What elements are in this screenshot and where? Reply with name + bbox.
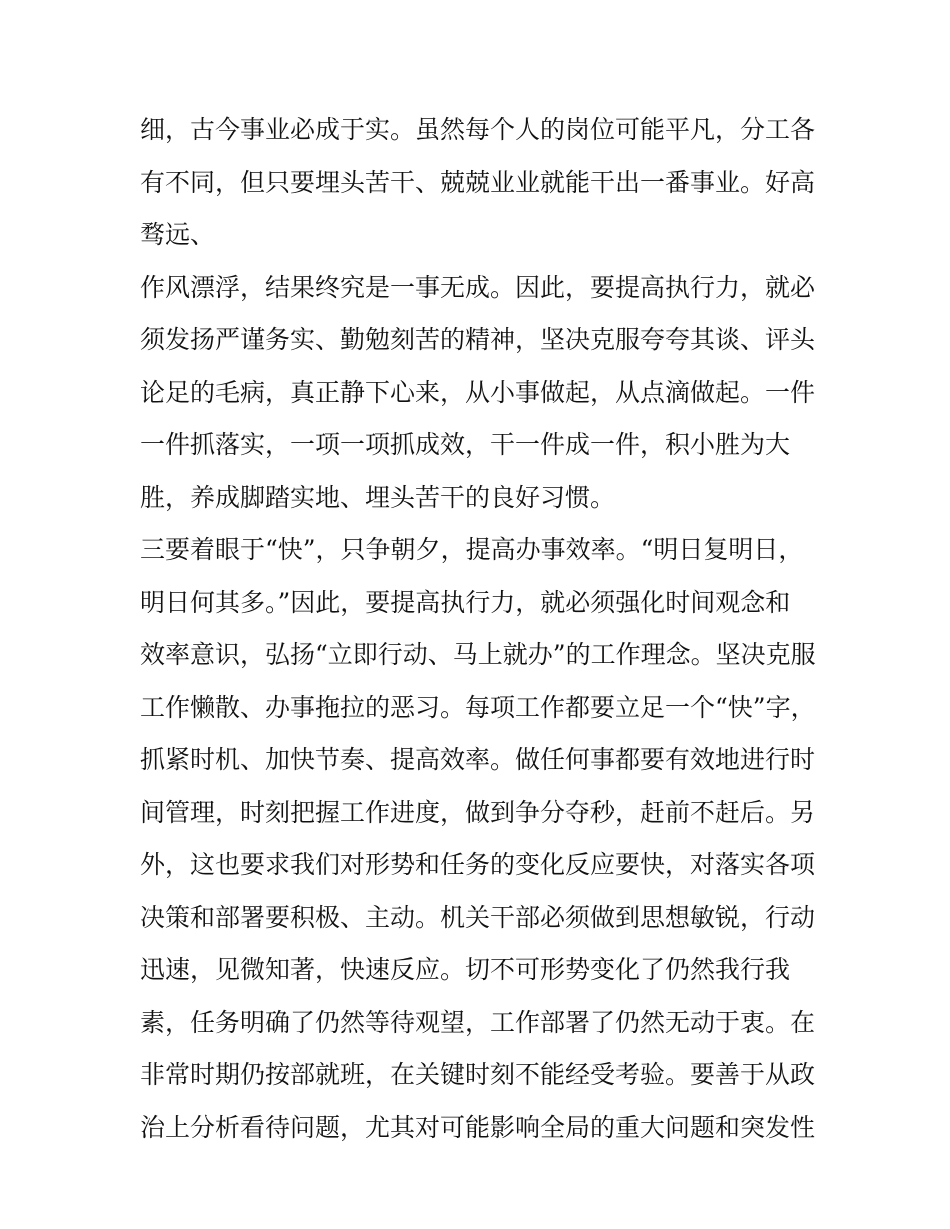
text-line: 有不同，但只要埋头苦干、兢兢业业就能干出一番事业。好高 — [140, 167, 816, 197]
document-body — [140, 104, 820, 1154]
text-line: 作风漂浮，结果终究是一事无成。因此，要提高执行力，就必 — [140, 272, 816, 302]
text-line: 一件抓落实，一项一项抓成效，干一件成一件，积小胜为大 — [140, 430, 791, 459]
text-line: 素，任务明确了仍然等待观望，工作部署了仍然无动于衷。在 — [140, 1007, 816, 1037]
text-line: 三要着眼于“快”，只争朝夕，提高办事效率。“明日复明日， — [140, 535, 804, 564]
text-line: 论足的毛病，真正静下心来，从小事做起，从点滴做起。一件 — [140, 377, 816, 407]
text-line: 抓紧时机、加快节奏、提高效率。做任何事都要有效地进行时 — [140, 745, 816, 774]
text-line: 细，古今事业必成于实。虽然每个人的岗位可能平凡，分工各 — [140, 115, 816, 144]
text-line: 间管理，时刻把握工作进度，做到争分夺秒，赶前不赶后。另 — [140, 797, 816, 827]
text-line: 决策和部署要积极、主动。机关干部必须做到思想敏锐，行动 — [140, 902, 816, 932]
text-line: 外，这也要求我们对形势和任务的变化反应要快，对落实各项 — [140, 850, 816, 879]
text-line: 明日何其多。”因此，要提高执行力，就必须强化时间观念和 — [140, 587, 791, 617]
text-line: 效率意识，弘扬“立即行动、马上就办”的工作理念。坚决克服 — [140, 640, 816, 669]
text-line: 须发扬严谨务实、勤勉刻苦的精神，坚决克服夸夸其谈、评头 — [140, 325, 816, 354]
text-line: 治上分析看待问题，尤其对可能影响全局的重大问题和突发性 — [140, 1112, 816, 1142]
text-line: 非常时期仍按部就班，在关键时刻不能经受考验。要善于从政 — [140, 1060, 816, 1089]
text-line: 骛远、 — [140, 220, 216, 249]
text-line: 胜，养成脚踏实地、埋头苦干的良好习惯。 — [140, 482, 616, 512]
text-line: 工作懒散、办事拖拉的恶习。每项工作都要立足一个“快”字， — [140, 692, 816, 722]
text-line: 迅速，见微知著，快速反应。切不可形势变化了仍然我行我 — [140, 955, 791, 984]
